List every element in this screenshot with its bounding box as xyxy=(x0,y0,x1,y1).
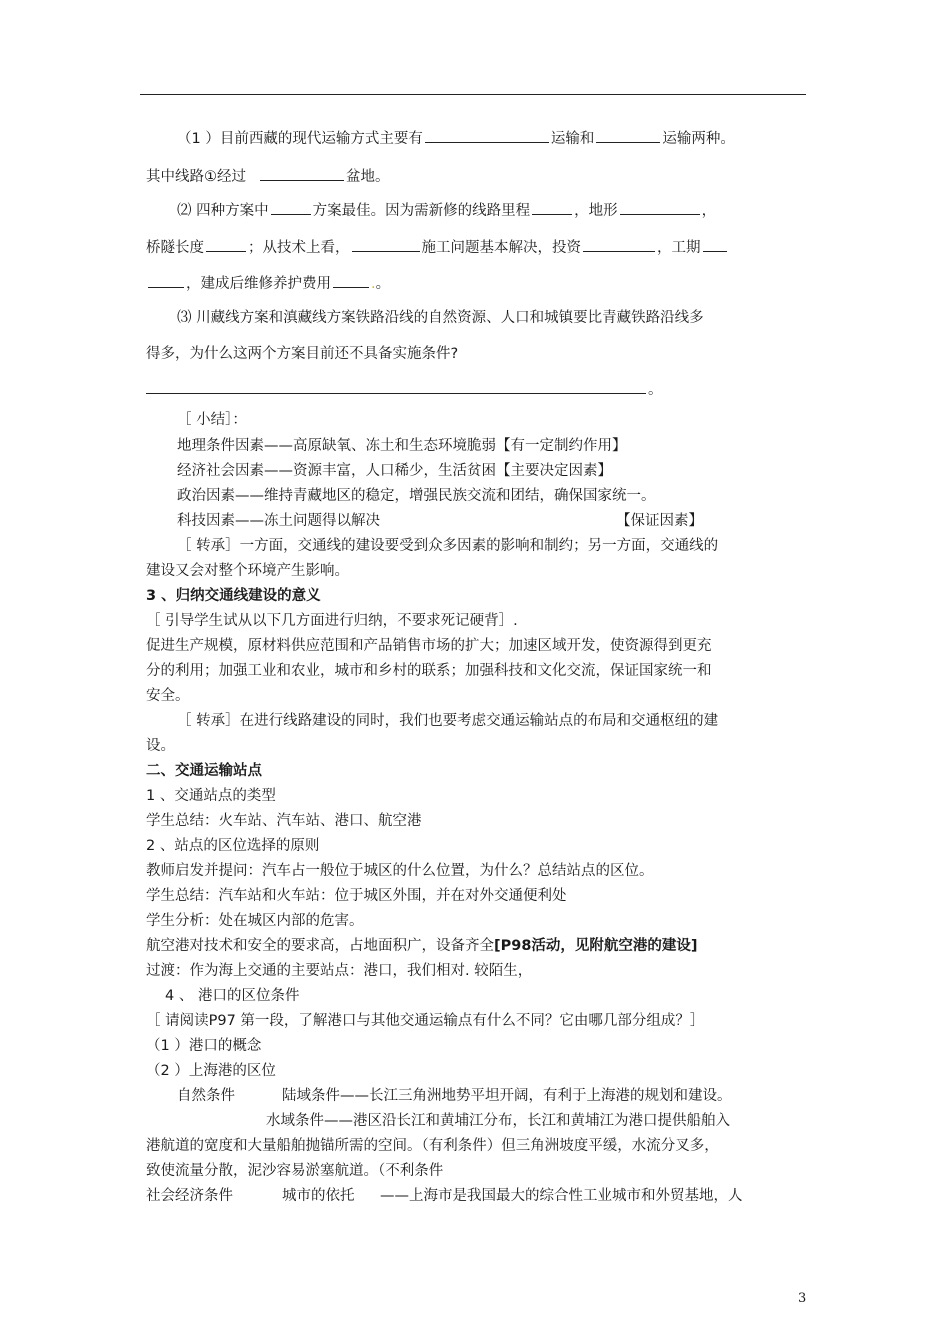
paragraph-line: ［ 请阅读P97 第一段，了解港口与其他交通运输点有什么不同？它由哪几部分组成？］ xyxy=(146,1013,705,1029)
blank xyxy=(148,273,184,288)
natural-label: 自然条件 xyxy=(177,1088,235,1104)
social-text: ——上海市是我国最大的综合性工业城市和外贸基地，人 xyxy=(380,1188,743,1204)
blank xyxy=(620,200,700,215)
q2-text-h: ，工期 xyxy=(657,240,701,256)
dot-mark: . xyxy=(371,276,376,292)
q3-text-b: 得多，为什么这两个方案目前还不具备实施条件? xyxy=(146,346,459,362)
paragraph-line: 学生总结：火车站、汽车站、港口、航空港 xyxy=(146,813,422,829)
q2-text-e: 桥隧长度 xyxy=(146,240,204,256)
airport-text: 航空港对技术和安全的要求高，占地面积广，设备齐全 xyxy=(146,938,494,954)
guide-text: ［ 引导学生试从以下几方面进行归纳，不要求死记硬背］. xyxy=(146,613,518,629)
q1-text-c: 运输两种。 xyxy=(662,131,735,147)
paragraph-line: 分的利用；加强工业和农业，城市和乡村的联系；加强科技和文化交流，保证国家统一和 xyxy=(146,663,712,679)
q2-text-g: 施工问题基本解决，投资 xyxy=(421,240,581,256)
q1-line1 xyxy=(177,128,735,149)
subsection-title: 4 、 港口的区位条件 xyxy=(165,988,300,1004)
q3-answer-line xyxy=(146,379,663,400)
blank xyxy=(532,200,572,215)
blank xyxy=(703,237,727,252)
paragraph-line: 安全。 xyxy=(146,688,190,704)
subsection-item: （1 ）港口的概念 xyxy=(146,1038,262,1054)
transition-line: 建设又会对整个环境产生影响。 xyxy=(146,563,349,579)
section-heading: 3 、归纳交通线建设的意义 xyxy=(146,588,321,604)
q1-text-d: 其中线路①经过 xyxy=(146,169,246,185)
blank xyxy=(352,237,420,252)
q2-text-a: ⑵ 四种方案中 xyxy=(177,203,269,219)
summary-line: 政治因素——维持青藏地区的稳定，增强民族交流和团结，确保国家统一。 xyxy=(177,488,656,504)
paragraph-line: 致使流量分散，泥沙容易淤塞航道。（不利条件 xyxy=(146,1163,444,1179)
subsection-title: 1 、交通站点的类型 xyxy=(146,788,276,804)
page-number: 3 xyxy=(798,1291,807,1306)
summary-title: ［ 小结］： xyxy=(177,412,247,428)
blank xyxy=(206,237,246,252)
summary-line xyxy=(177,511,380,531)
q3-line1 xyxy=(177,308,704,328)
summary-line: 经济社会因素——资源丰富，人口稀少，生活贫困【主要决定因素】 xyxy=(177,463,612,479)
blank xyxy=(596,128,660,143)
social-text: 城市的依托 xyxy=(282,1188,355,1204)
q2-line3 xyxy=(146,273,390,294)
q3-text-c: 。 xyxy=(648,382,663,398)
transition-line: 设。 xyxy=(146,738,175,754)
paragraph-line: 港航道的宽度和大量船舶抛锚所需的空间。（有利条件）但三角洲坡度平缓，水流分叉多， xyxy=(146,1138,719,1154)
header-rule xyxy=(140,94,806,95)
subsection-item: （2 ）上海港的区位 xyxy=(146,1063,276,1079)
q2-text-f: ；从技术上看， xyxy=(248,240,350,256)
q2-line1 xyxy=(177,200,716,221)
q3-text-a: ⑶ 川藏线方案和滇藏线方案铁路沿线的自然资源、人口和城镇要比青藏铁路沿线多 xyxy=(177,310,704,326)
paragraph-line xyxy=(146,936,698,956)
paragraph-line: 教师启发并提问：汽车占一般位于城区的什么位置，为什么？总结站点的区位。 xyxy=(146,863,654,879)
paragraph-line: 学生总结：汽车站和火车站：位于城区外围，并在对外交通便利处 xyxy=(146,888,567,904)
paragraph-line: 促进生产规模，原材料供应范围和产品销售市场的扩大；加速区域开发，使资源得到更充 xyxy=(146,638,712,654)
paragraph-line: 过渡：作为海上交通的主要站点：港口，我们相对. 较陌生， xyxy=(146,963,533,979)
summary-tag: 【保证因素】 xyxy=(616,513,703,529)
activity-reference: [P98活动，见附航空港的建设] xyxy=(494,938,698,954)
summary-text: 科技因素——冻土问题得以解决 xyxy=(177,513,380,529)
transition-line: ［ 转承］在进行线路建设的同时，我们也要考虑交通运输站点的布局和交通枢纽的建 xyxy=(177,713,719,729)
answer-blank xyxy=(146,379,646,394)
paragraph-line: 学生分析：处在城区内部的危害。 xyxy=(146,913,364,929)
part-heading: 二、交通运输站点 xyxy=(146,763,262,779)
paragraph-line: 水域条件——港区沿长江和黄埔江分布，长江和黄埔江为港口提供船舶入 xyxy=(266,1113,730,1129)
blank xyxy=(260,166,344,181)
q2-text-i: ，建成后维修养护费用 xyxy=(186,276,331,292)
blank xyxy=(425,128,549,143)
subsection-title: 2 、站点的区位选择的原则 xyxy=(146,838,320,854)
q1-line2 xyxy=(146,166,390,187)
q2-text-c: ，地形 xyxy=(574,203,618,219)
q1-text-a: （1 ）目前西藏的现代运输方式主要有 xyxy=(177,131,423,147)
summary-line: 地理条件因素——高原缺氧、冻土和生态环境脆弱【有一定制约作用】 xyxy=(177,438,627,454)
q2-text-b: 方案最佳。因为需新修的线路里程 xyxy=(312,203,531,219)
transition-line: ［ 转承］一方面，交通线的建设要受到众多因素的影响和制约；另一方面，交通线的 xyxy=(177,538,719,554)
social-label: 社会经济条件 xyxy=(146,1188,233,1204)
blank xyxy=(271,200,311,215)
blank xyxy=(333,273,369,288)
blank xyxy=(583,237,655,252)
q1-text-b: 运输和 xyxy=(550,131,595,147)
q2-line2 xyxy=(146,237,729,258)
paragraph-line: 陆域条件——长江三角洲地势平坦开阔，有利于上海港的规划和建设。 xyxy=(282,1088,732,1104)
q1-text-e: 盆地。 xyxy=(346,169,390,185)
q2-text-j: 。 xyxy=(375,276,391,292)
q2-text-d: ， xyxy=(701,203,717,219)
q3-line2 xyxy=(146,344,458,364)
